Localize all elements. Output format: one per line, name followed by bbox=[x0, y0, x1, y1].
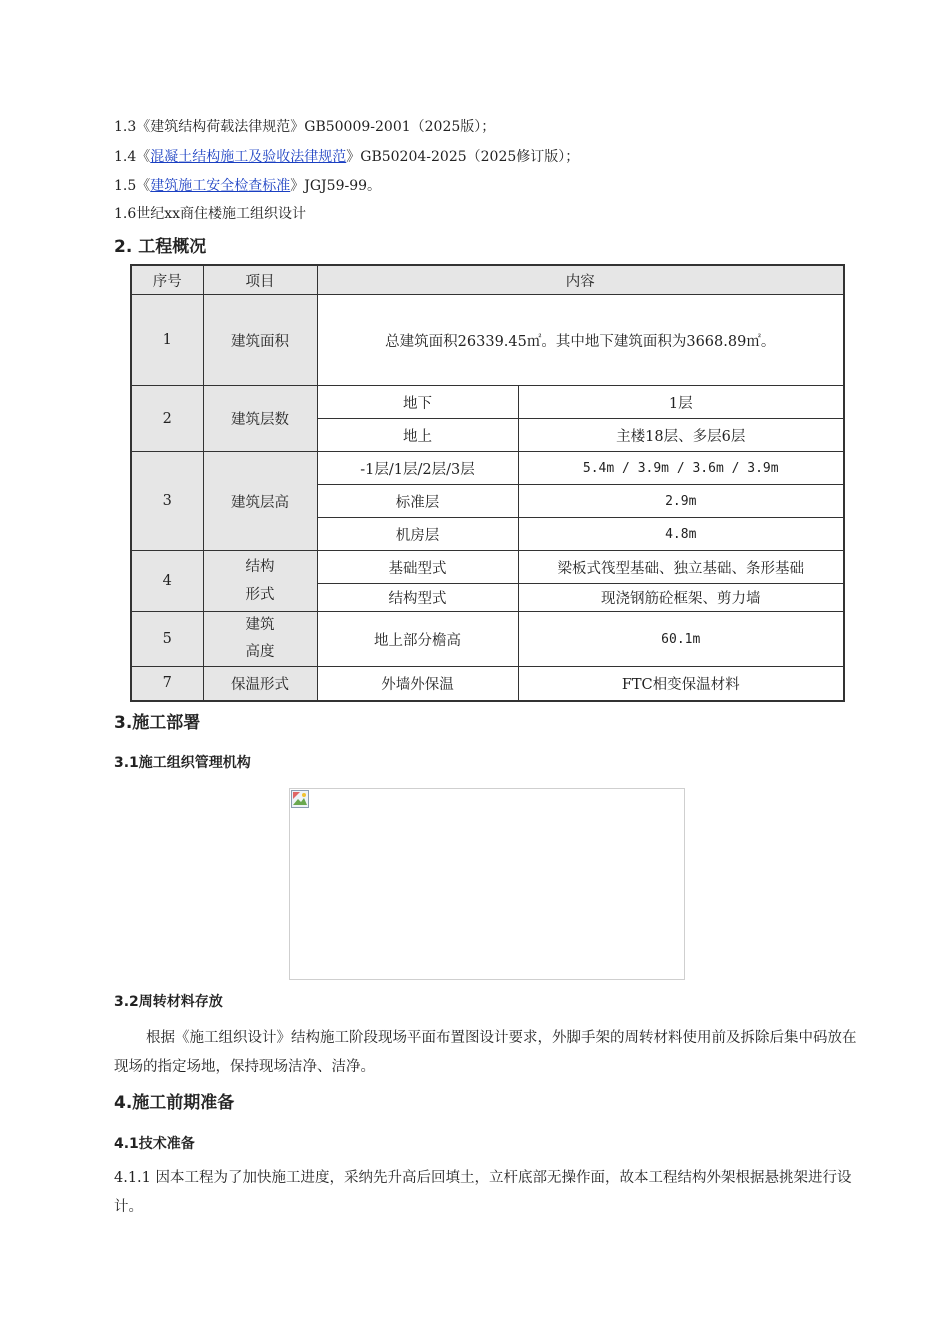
section-3-heading: 3.施工部署 bbox=[114, 713, 201, 733]
table-row: 3 建筑层高 -1层/1层/2层/3层 5.4m / 3.9m / 3.6m / 3.9m bbox=[131, 452, 844, 485]
reference-1-5: 1.5《建筑施工安全检查标准》JGJ59-99。 bbox=[114, 178, 382, 194]
broken-image-icon bbox=[291, 790, 309, 808]
reference-link-safety-standard[interactable]: 建筑施工安全检查标准 bbox=[150, 178, 291, 194]
org-chart-image-placeholder bbox=[289, 788, 685, 980]
table-row: 标准层 2.9m bbox=[131, 485, 844, 518]
table-row: 1 建筑面积 总建筑面积26339.45㎡。其中地下建筑面积为3668.89㎡。 bbox=[131, 295, 844, 386]
reference-link-concrete-spec[interactable]: 混凝土结构施工及验收法律规范 bbox=[150, 149, 347, 165]
section-2-heading: 2. 工程概况 bbox=[114, 237, 207, 257]
section-4-1-heading: 4.1技术准备 bbox=[114, 1136, 195, 1152]
section-3-1-heading: 3.1施工组织管理机构 bbox=[114, 755, 251, 771]
table-row: 地上 主楼18层、多层6层 bbox=[131, 419, 844, 452]
reference-1-3: 1.3《建筑结构荷载法律规范》GB50009-2001（2025版）； bbox=[114, 119, 496, 135]
reference-1-4: 1.4《混凝土结构施工及验收法律规范》GB50204-2025（2025修订版）； bbox=[114, 149, 580, 165]
header-no: 序号 bbox=[131, 265, 203, 295]
table-row: 5 建筑 高度 地上部分檐高 60.1m bbox=[131, 612, 844, 667]
header-item: 项目 bbox=[203, 265, 317, 295]
table-row: 7 保温形式 外墙外保温 FTC相变保温材料 bbox=[131, 667, 844, 701]
reference-1-6: 1.6世纪xx商住楼施工组织设计 bbox=[114, 206, 307, 222]
paragraph-3-2: 根据《施工组织设计》结构施工阶段现场平面布置图设计要求，外脚手架的周转材料使用前及拆除后集中码放在现场的指定场地，保持现场洁净、洁净。 bbox=[114, 1030, 857, 1075]
table-row: 结构型式 现浇钢筋砼框架、剪力墙 bbox=[131, 584, 844, 612]
project-overview-table bbox=[130, 264, 845, 702]
table-row: 机房层 4.8m bbox=[131, 518, 844, 551]
table-row: 4 结构 形式 基础型式 梁板式筏型基础、独立基础、条形基础 bbox=[131, 551, 844, 584]
section-4-heading: 4.施工前期准备 bbox=[114, 1093, 235, 1113]
paragraph-4-1-1: 4.1.1 因本工程为了加快施工进度，采纳先升高后回填土，立杆底部无操作面，故本工程结构外架根据悬挑架进行设计。 bbox=[114, 1170, 852, 1215]
header-content: 内容 bbox=[317, 265, 844, 295]
table-header-row bbox=[131, 265, 844, 295]
section-3-2-heading: 3.2周转材料存放 bbox=[114, 994, 223, 1010]
table-row: 2 建筑层数 地下 1层 bbox=[131, 386, 844, 419]
